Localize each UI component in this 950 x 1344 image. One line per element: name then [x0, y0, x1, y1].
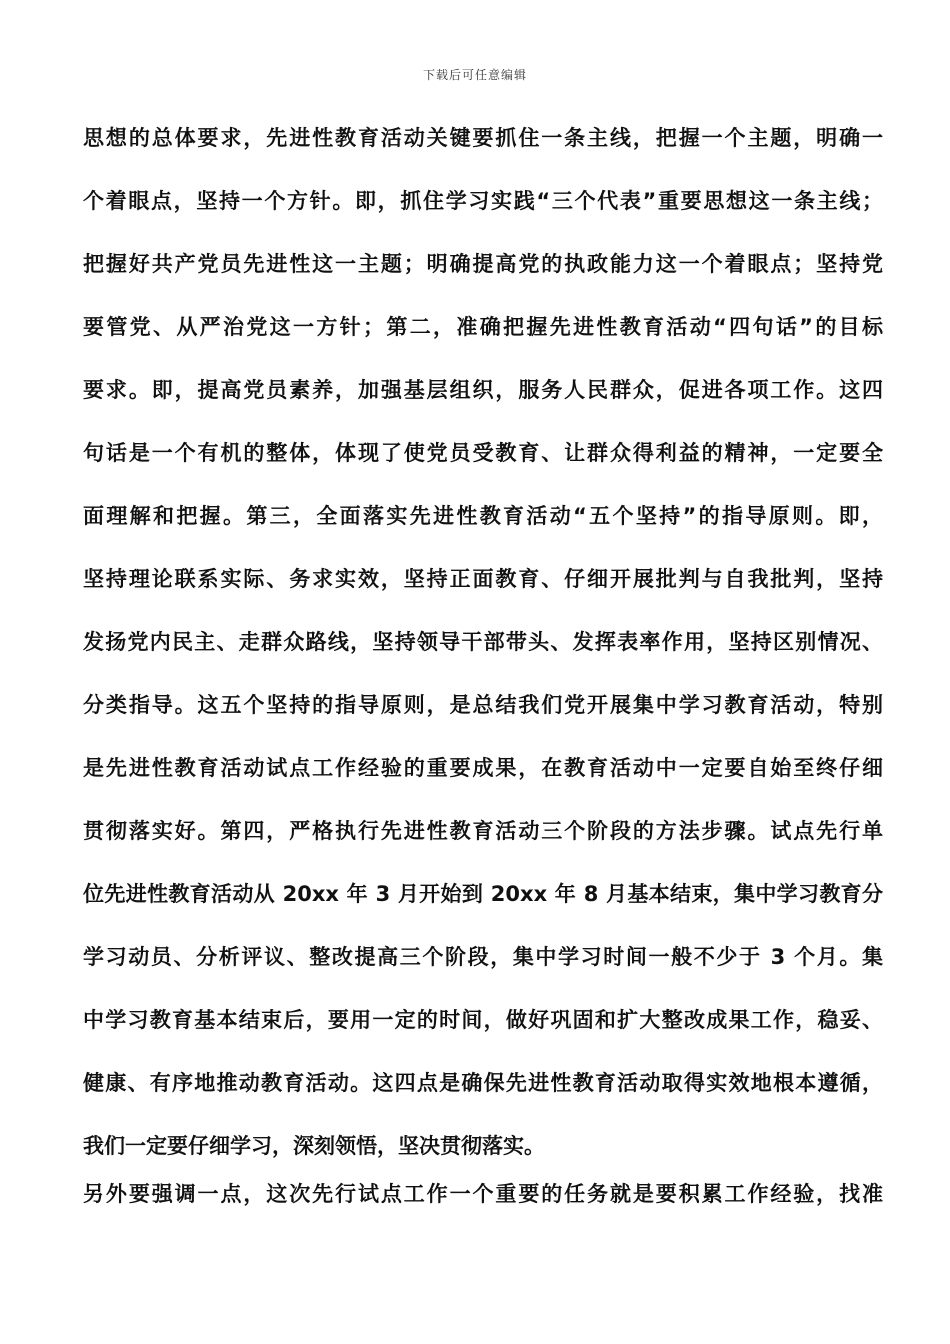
- paragraph-line: 分类指导。这五个坚持的指导原则，是总结我们党开展集中学习教育活动，特别: [83, 693, 883, 717]
- paragraph-line: 要管党、从严治党这一方针；第二，准确把握先进性教育活动“四句话”的目标: [83, 315, 883, 339]
- page-header-note: 下载后可任意编辑: [422, 68, 527, 82]
- paragraph-line: 贯彻落实好。第四，严格执行先进性教育活动三个阶段的方法步骤。试点先行单: [83, 819, 883, 843]
- document-body: [83, 118, 883, 1237]
- paragraph-line: 坚持理论联系实际、务求实效，坚持正面教育、仔细开展批判与自我批判，坚持: [83, 567, 883, 591]
- paragraph-line: 个着眼点，坚持一个方针。即，抓住学习实践“三个代表”重要思想这一条主线；: [83, 189, 883, 213]
- paragraph-line: 把握好共产党员先进性这一主题；明确提高党的执政能力这一个着眼点；坚持党: [83, 252, 883, 276]
- paragraph-line: 发扬党内民主、走群众路线，坚持领导干部带头、发挥表率作用，坚持区别情况、: [83, 630, 883, 654]
- paragraph-line: 另外要强调一点，这次先行试点工作一个重要的任务就是要积累工作经验，找准: [83, 1182, 883, 1206]
- paragraph-line: 学习动员、分析评议、整改提高三个阶段，集中学习时间一般不少于 3 个月。集: [83, 945, 883, 969]
- paragraph-line: 健康、有序地推动教育活动。这四点是确保先进性教育活动取得实效地根本遵循，: [83, 1071, 883, 1095]
- paragraph-line: 面理解和把握。第三，全面落实先进性教育活动“五个坚持”的指导原则。即，: [83, 504, 883, 528]
- paragraph-line: 位先进性教育活动从 20xx 年 3 月开始到 20xx 年 8 月基本结束，集中学习教育分: [83, 882, 883, 906]
- paragraph-line: 是先进性教育活动试点工作经验的重要成果，在教育活动中一定要自始至终仔细: [83, 756, 883, 780]
- paragraph-line: 要求。即，提高党员素养，加强基层组织，服务人民群众，促进各项工作。这四: [83, 378, 883, 402]
- paragraph-line: 思想的总体要求，先进性教育活动关键要抓住一条主线，把握一个主题，明确一: [83, 126, 883, 150]
- paragraph-line: 中学习教育基本结束后，要用一定的时间，做好巩固和扩大整改成果工作，稳妥、: [83, 1008, 883, 1032]
- paragraph-line: 句话是一个有机的整体，体现了使党员受教育、让群众得利益的精神，一定要全: [83, 441, 883, 465]
- paragraph-last-line: 我们一定要仔细学习，深刻领悟，坚决贯彻落实。: [83, 1134, 545, 1158]
